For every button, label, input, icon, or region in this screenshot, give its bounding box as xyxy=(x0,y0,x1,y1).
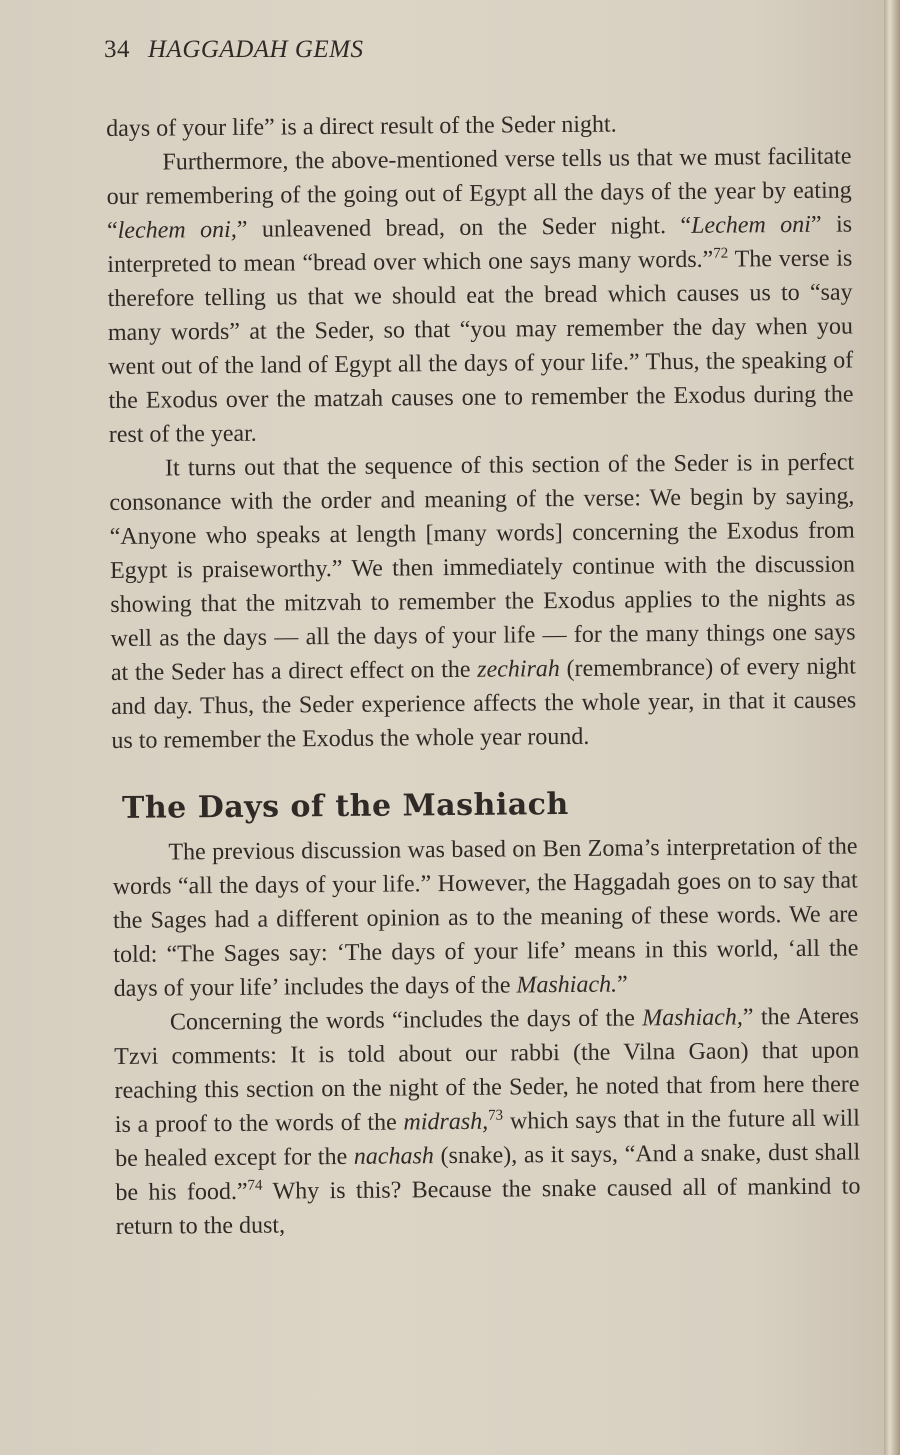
text-run: ” xyxy=(616,971,628,998)
text-run: The verse is therefore telling us that we should eat the bread which causes us to “say many words” at the Seder, so that “you may remember the day when you went out of the land of Egypt all the days of your life.” Thus, the speaking of the Exodus over the matzah causes one to remember the Exodus during the rest of the year. xyxy=(107,245,854,448)
footnote-ref: 72 xyxy=(713,245,729,262)
text-run: which says that in the future all will be healed except for the xyxy=(115,1105,860,1172)
text-run: (remembrance) of every night and day. Thus, the Seder experience affects the whole year, in that it causes us to remember the Exodus the whole year round. xyxy=(111,653,857,754)
text-run: Why is this? Because the snake caused all of mankind to return to the dust, xyxy=(115,1173,861,1240)
italic-term: lechem oni, xyxy=(117,216,237,244)
text-run: It turns out that the sequence of this section of the Seder is in perfect consonance with the order and meaning of the verse: We begin by saying, “Anyone who speaks at length [many words] concerning the Exodus from Egypt is praiseworthy.” We then immediately continue with the discussion showing that the mitzvah to remember the Exodus applies to the nights as well as the days — all the days of your life — for the many things one says at the Seder has a direct effect on the xyxy=(109,449,856,686)
text-run: Concerning the words “includes the days of the xyxy=(169,1005,643,1036)
text-run: The previous discussion was based on Ben Zoma’s interpretation of the words “all the days of your life.” However, the Haggadah goes on to say that the Sages had a different opinion as to the meaning of these words. We are told: “The Sages say: ‘The days of your life’ means in this world, ‘all the days of your life’ includes the days of the xyxy=(112,833,859,1002)
italic-term: nachash xyxy=(353,1143,434,1170)
page-edge xyxy=(884,0,900,1455)
body-text xyxy=(106,105,861,1243)
footnote-ref: 73 xyxy=(488,1107,504,1124)
paragraph xyxy=(114,999,861,1243)
section-heading: The Days of the Mashiach xyxy=(121,786,569,826)
italic-term: midrash, xyxy=(403,1108,489,1136)
paragraph xyxy=(112,829,858,1005)
paragraph xyxy=(109,445,857,757)
italic-term: zechirah xyxy=(477,656,560,683)
footnote-ref: 74 xyxy=(247,1177,263,1194)
running-header xyxy=(104,36,363,64)
paragraph xyxy=(106,139,854,451)
text-run: (snake), as it says, “And a snake, dust shall be his food.” xyxy=(115,1139,861,1206)
text-run: ” unleavened bread, on the Seder night. “ xyxy=(236,212,692,243)
italic-term: Mashiach, xyxy=(642,1004,743,1032)
text-run: Furthermore, the above-mentioned verse tells us that we must facilitate our remembering of the going out of Egypt all the days of the year by eating “ xyxy=(106,143,852,244)
paragraph: days of your life” is a direct result of the Seder night. xyxy=(106,111,617,142)
running-title: HAGGADAH GEMS xyxy=(148,36,364,63)
page-number: 34 xyxy=(104,36,130,63)
text-run: ” the Ateres Tzvi comments: It is told about our rabbi (the Vilna Gaon) that upon reaching this section on the night of the Seder, he noted that from here there is a proof to the words of the xyxy=(114,1003,860,1138)
italic-term: Lechem oni xyxy=(691,211,812,239)
italic-term: Mashiach. xyxy=(516,971,618,999)
text-run: ” is interpreted to mean “bread over which one says many words.” xyxy=(107,211,853,278)
